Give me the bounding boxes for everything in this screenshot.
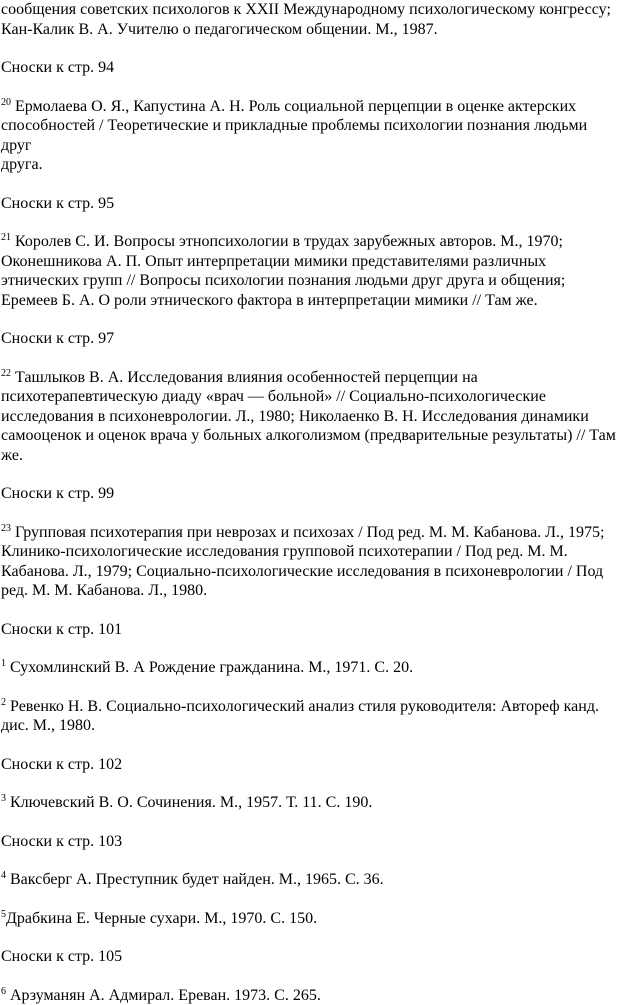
text-line: Оконешникова А. П. Опыт интерпретации мимики представителями различных [1, 253, 546, 270]
text-line: Кабанова. Л., 1979; Социально-психологические исследования в психоневрологии / Под [1, 563, 603, 580]
text-line: Еремеев Б. А. О роли этнического фактора в интерпретации мимики // Там же. [1, 292, 538, 309]
footnote-number: 20 [1, 97, 11, 108]
paragraph-gap [1, 967, 617, 986]
text-line: дис. М., 1980. [1, 717, 95, 734]
text-line: Арзуманян А. Адмирал. Ереван. 1973. С. 265. [10, 987, 321, 1004]
paragraph-gap [1, 601, 617, 620]
text-line: Групповая психотерапия при неврозах и психозах / Под ред. М. М. Кабанова. Л., 1975; [15, 524, 604, 541]
paragraph-gap [1, 736, 617, 755]
paragraph-gap [1, 349, 617, 368]
text-line: Сухомлинский В. А Рождение гражданина. М., 1971. С. 20. [10, 659, 413, 676]
footnote [1, 870, 617, 890]
footnote-number: 23 [1, 523, 11, 534]
text-line: Ваксберг А. Преступник будет найден. М., 1965. С. 36. [10, 871, 384, 888]
footnote-section-heading: Сноски к стр. 94 [1, 58, 617, 78]
text-line: сообщения советских психологов к XXII Международному психологическому конгрессу; [1, 1, 611, 18]
text-line: психотерапевтическую диаду «врач — больной» // Социально-психологические [1, 388, 546, 405]
text-line: Драбкина Е. Черные сухари. М., 1970. С. 150. [6, 910, 317, 927]
footnote-section-heading: Сноски к стр. 102 [1, 755, 617, 775]
paragraph-gap [1, 213, 617, 232]
text-line: же. [1, 447, 23, 464]
paragraph-gap [1, 890, 617, 909]
paragraph-gap [1, 78, 617, 97]
paragraph-gap [1, 678, 617, 697]
footnote [1, 909, 617, 929]
text-line: Ермолаева О. Я., Капустина А. Н. Роль социальной перцепции в оценке актерских [15, 98, 576, 115]
text-line: исследования в психоневрологии. Л., 1980; Николаенко В. Н. Исследования динамики [1, 408, 589, 425]
footnote-number: 1 [1, 658, 6, 669]
footnote-section-heading: Сноски к стр. 105 [1, 947, 617, 967]
footnote [1, 97, 617, 175]
paragraph-gap [1, 639, 617, 658]
text-line: способностей / Теоретические и прикладные проблемы психологии познания людьми друг [1, 117, 587, 154]
paragraph [1, 0, 617, 39]
footnote [1, 658, 617, 678]
footnote-number: 2 [1, 697, 6, 708]
footnote-number: 5 [1, 909, 6, 920]
footnote-section-heading: Сноски к стр. 103 [1, 832, 617, 852]
footnote [1, 986, 617, 1005]
text-line: Кан-Калик В. А. Учителю о педагогическом общении. М., 1987. [1, 21, 438, 38]
footnote-number: 4 [1, 870, 6, 881]
text-line: друга. [1, 156, 43, 173]
text-line: самооценок и оценок врача у больных алкоголизмом (предварительные результаты) // Там [1, 427, 616, 444]
footnote-section-heading: Сноски к стр. 101 [1, 620, 617, 640]
paragraph-gap [1, 504, 617, 523]
text-line: ред. М. М. Кабанова. Л., 1980. [1, 582, 207, 599]
text-line: этнических групп // Вопросы психологии познания людьми друг друга и общения; [1, 272, 565, 289]
footnote-section-heading: Сноски к стр. 99 [1, 484, 617, 504]
paragraph-gap [1, 175, 617, 194]
paragraph-gap [1, 465, 617, 484]
text-line: Клинико-психологические исследования групповой психотерапии / Под ред. М. М. [1, 543, 568, 560]
paragraph-gap [1, 774, 617, 793]
paragraph-gap [1, 851, 617, 870]
footnote [1, 368, 617, 466]
footnote [1, 523, 617, 601]
footnote [1, 232, 617, 310]
footnote-number: 3 [1, 793, 6, 804]
footnote-section-heading: Сноски к стр. 95 [1, 194, 617, 214]
text-line: Ревенко Н. В. Социально-психологический анализ стиля руководителя: Автореф канд. [10, 698, 599, 715]
paragraph-gap [1, 813, 617, 832]
footnote-number: 22 [1, 368, 11, 379]
paragraph-gap [1, 928, 617, 947]
footnote [1, 793, 617, 813]
text-line: Королев С. И. Вопросы этнопсихологии в трудах зарубежных авторов. М., 1970; [15, 233, 563, 250]
paragraph-gap [1, 310, 617, 329]
footnote-section-heading: Сноски к стр. 97 [1, 329, 617, 349]
text-line: Ташлыков В. А. Исследования влияния особенностей перцепции на [15, 369, 478, 386]
text-line: Ключевский В. О. Сочинения. М., 1957. Т. 11. С. 190. [10, 794, 372, 811]
paragraph-gap [1, 39, 617, 58]
footnote [1, 697, 617, 736]
footnote-number: 21 [1, 232, 11, 243]
footnote-number: 6 [1, 986, 6, 997]
